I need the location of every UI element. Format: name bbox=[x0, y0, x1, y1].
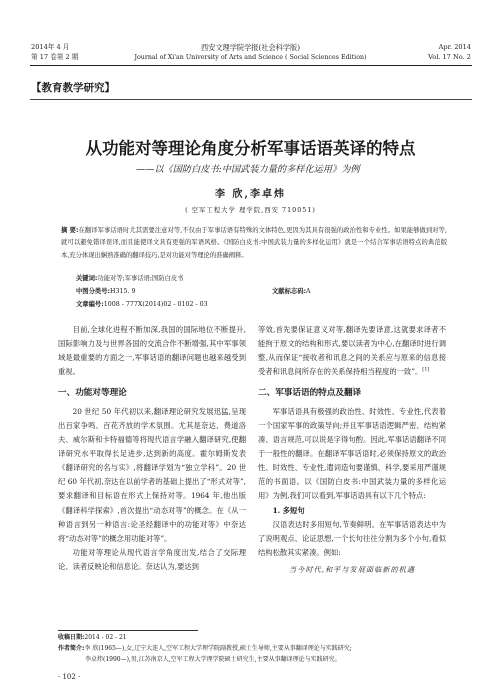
header-volume-issue: 第 17 卷第 2 期 bbox=[31, 53, 79, 61]
abstract-label: 摘 要: bbox=[61, 227, 79, 234]
article-title: 从功能对等理论角度分析军事话语英译的特点 bbox=[85, 139, 416, 158]
bio-line-1: 李 欣(1965—),女,辽宁大连人,空军工程大学理学院副教授,硕士生导师,主要从事翻译理论与实践研究; bbox=[84, 645, 352, 652]
clc-value: H315. 9 bbox=[110, 288, 136, 295]
article-subtitle: ——以《国防白皮书:中国武装力量的多样化运用》为例 bbox=[136, 164, 360, 175]
article-no-label: 文章编号: bbox=[76, 301, 104, 308]
intro-paragraph: 目前,全球化进程不断加深,我国的国际地位不断提升,国际影响力及与世界各国的交流合作不断增强,其中军事领域是最重要的方面之一,军事话语的翻译问题也越来越受到重视。 bbox=[58, 325, 246, 377]
header-vol-en: Vol. 17 No. 2 bbox=[428, 53, 471, 61]
citation-ref: [1] bbox=[422, 366, 430, 373]
journal-title-cn: 西安文理学院学报(社会科学版) bbox=[200, 43, 301, 52]
section-label: 【教育教学研究】 bbox=[31, 82, 115, 94]
abstract-text: 在翻译军事话语时尤其需要注意对等,不仅由于军事话语有特殊的文体特色,更因为其具有很强的政治性和专业性。如果能够做到对等,就可以避免错译误译,而且能使译文具有更强的军语风格。《国防白皮书:中国武装力量的多样化运用》就是一个结合军事话语特点的典范版本,充分体现出娴熟准确的翻译技巧,是对功能对等理论的准确阐释。 bbox=[61, 227, 447, 259]
page-number: · 102 · bbox=[58, 673, 81, 681]
author-bio bbox=[58, 643, 352, 654]
abstract bbox=[61, 225, 447, 262]
section-heading-1: 一、功能对等理论 bbox=[58, 388, 127, 399]
doc-code-value: A bbox=[306, 288, 311, 295]
body-paragraph: 军事话语具有极强的政治性、时效性、专业性,代表着一个国家军事的政策导向;并且军事话语逻辑严密、结构紧凑、语言规范,可以说是字得句酌。因此,军事话语翻译不同于一般性的翻译。在翻译军事话语时,必须保持原文的政治性、时效性、专业性,遣词造句要谨慎、科学,要采用严谨规范的书面语。以《国防白皮书:中国武装力量的多样化运用》为例,我们可以看到,军事话语具有以下几个特点: bbox=[258, 407, 446, 501]
section-heading-2: 二、军事话语的特点及翻译 bbox=[258, 388, 362, 399]
body-paragraph: 20 世纪 50 年代初以来,翻译理论研究发展迅猛,呈现出百家争鸣、百花齐放的学术氛围。尤其是奈达、费道洛夫、威尔斯和卡特福德等将现代语言学融入翻译研究,使翻译研究水平取得长足进步,达到新的高度。霍尔姆斯发表《翻译研究的名与实》,将翻译学划为“独立学科”。20 世纪 60 年代初,奈达在以前学者的基础上提出了“形式对等”,要求翻译和目标语在形式上保持对等。1964 年,他出版《翻译科学探索》,首次提出“动态对等”的概念。在《从一种语言到另一种语言:论圣经翻译中的功能对等》中奈达将“动态对等”的概念用功能对等”。 bbox=[58, 407, 246, 543]
right-column bbox=[258, 323, 446, 578]
header-date-en: Apr. 2014 bbox=[438, 43, 471, 51]
left-column bbox=[58, 323, 246, 574]
header-issue-date: 2014年 4 月 bbox=[31, 43, 70, 51]
received-date bbox=[58, 632, 127, 643]
section-rule bbox=[30, 99, 472, 100]
body-paragraph: 功能对等理论从现代语言学角度出发,结合了交际理论、读者反映论和信息论。奈达认为,要达到 bbox=[58, 547, 246, 571]
keywords-text: 功能对等;军事话语;国防白皮书 bbox=[97, 275, 184, 282]
body-paragraph: 汉语表达时多用短句,节奏鲜明。在军事话语表达中为了说明观点、论证思想,一个长句往往分割为多个小句,看似结构松散其实紧凑。例如: bbox=[258, 519, 446, 557]
author-bio-2: 李卓炜(1990—),男,江苏南京人,空军工程大学理学院硕士研究生,主要从事翻译理论与实践研究。 bbox=[85, 656, 341, 663]
keywords-label: 关键词: bbox=[76, 275, 98, 282]
subsection-heading: 1. 多短句 bbox=[272, 505, 305, 515]
authors: 李 欣,李卓炜 bbox=[215, 189, 286, 200]
article-number bbox=[76, 299, 208, 311]
affiliation: ( 空军工程大学 理学院,西安 710051) bbox=[185, 206, 316, 214]
bio-label: 作者简介: bbox=[58, 645, 85, 652]
example-quote: 当今时代,和平与发展面临新的机遇 bbox=[288, 564, 416, 574]
footnote-rule bbox=[58, 630, 198, 631]
clc-number bbox=[76, 286, 136, 298]
header-rule bbox=[30, 65, 472, 66]
document-code bbox=[272, 286, 311, 298]
body-paragraph-text: 等效,首先要保证意义对等,翻译先要译意,这就要求译者不能拘于原文的结构和形式,要以读者为中心,在翻译时进行调整,从而保证“接收者和讯息之间的关系应与原来的信息接受者和讯息间所存在的关系保持相当程度的一致”。 bbox=[258, 325, 446, 377]
received-value: 2014 - 02 - 21 bbox=[84, 634, 127, 641]
keywords bbox=[76, 273, 184, 285]
received-label: 收稿日期: bbox=[58, 634, 85, 641]
doc-code-label: 文献标志码: bbox=[272, 288, 307, 295]
journal-title-en: Journal of Xi'an University of Arts and Science ( Social Sciences Edition) bbox=[134, 54, 367, 61]
body-paragraph bbox=[258, 323, 446, 379]
clc-label: 中图分类号: bbox=[76, 288, 111, 295]
article-no-value: 1008 - 777X(2014)02 - 0102 - 03 bbox=[103, 301, 208, 308]
